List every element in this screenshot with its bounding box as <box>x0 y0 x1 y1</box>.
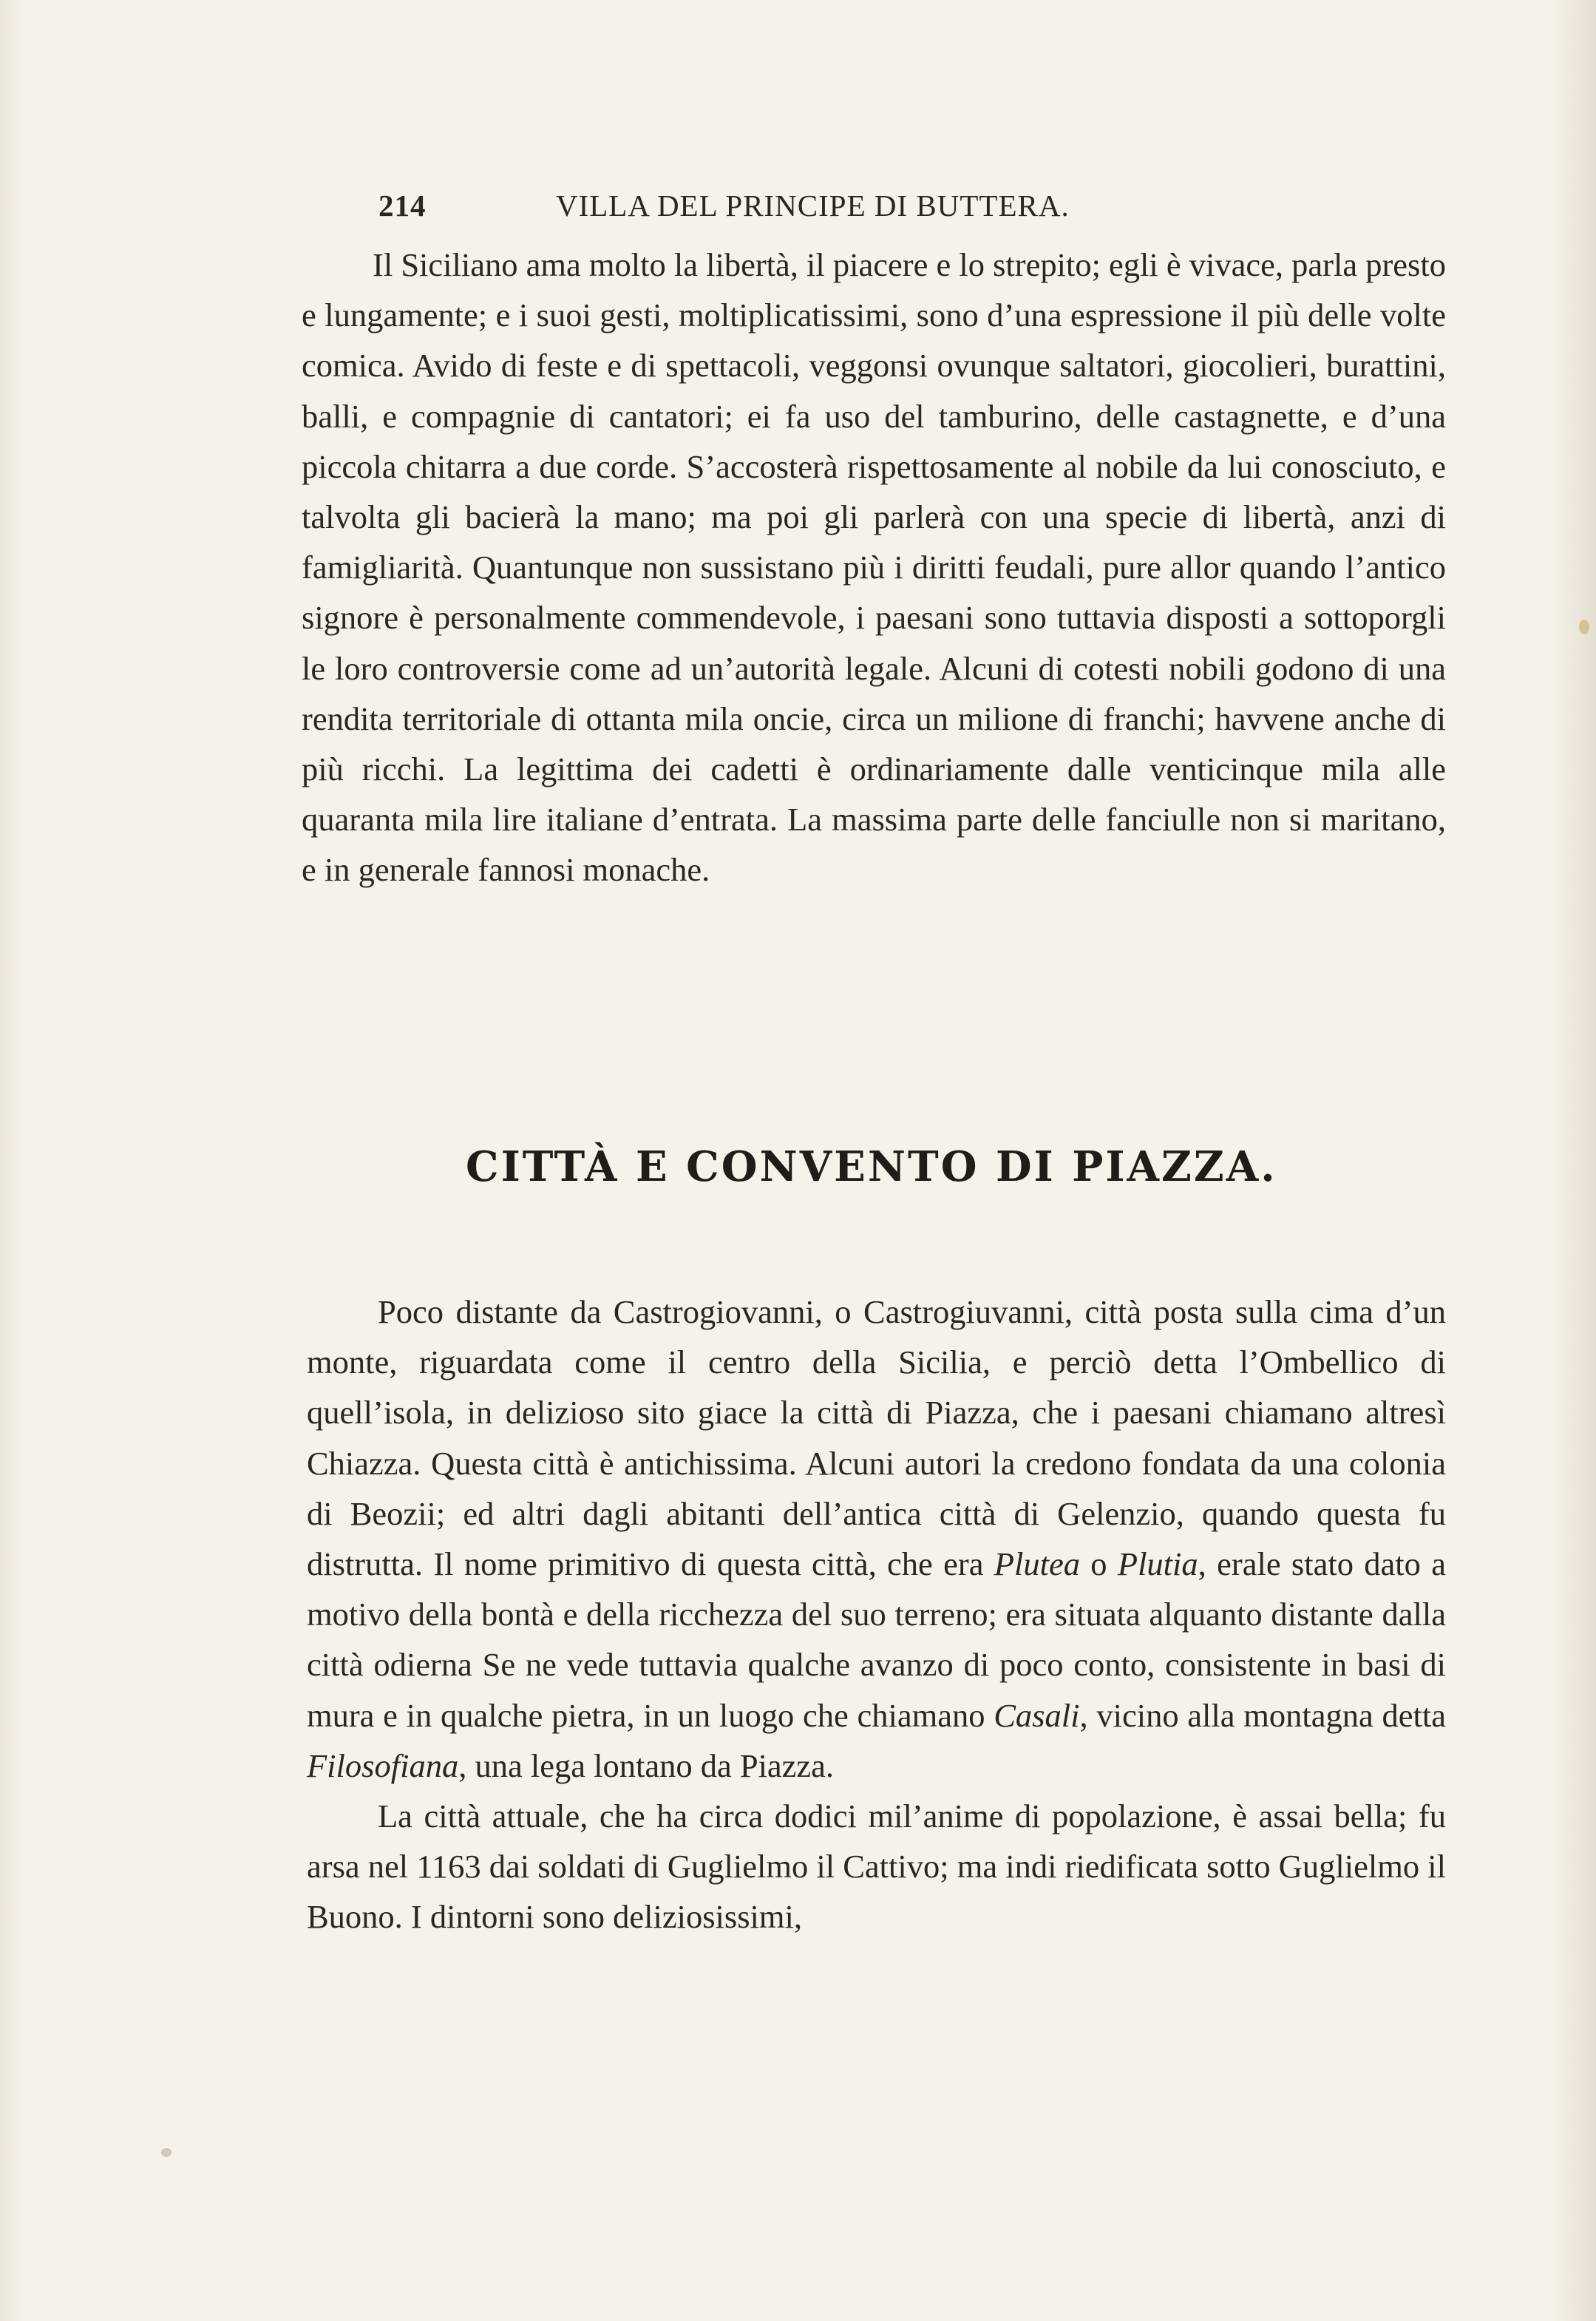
paragraph-citta-attuale: La città attuale, che ha circa dodici mil’anime di popolazione, è assai bella; fu arsa nel 1163 dai soldati di Guglielmo il Cattivo; ma indi riedificata sotto Guglielmo il Buono. I dintorni sono deliziosissimi, <box>307 1797 1446 1936</box>
italic-filosofiana: Filosofiana <box>307 1746 459 1784</box>
italic-plutea: Plutea <box>994 1545 1080 1583</box>
italic-plutia: Plutia <box>1117 1545 1198 1583</box>
page-gutter-shadow <box>0 0 22 2321</box>
paragraph-piazza-text-1: Poco distante da Castrogiovanni, o Castrogiuvanni, città posta sulla cima d’un monte, riguardata come il centro della Sicilia, e perciò detta l’Ombellico di quell’isola, in delizioso sito giace la città di Piazza, che i paesani chiamano altresì Chiazza. Questa città è antichissima. Alcuni autori la credono fondata da una colonia di Beozii; ed altri dagli abitanti dell’antica città di Gelenzio, quando questa fu distrutta. Il nome primitivo di questa città, che era <box>307 1293 1446 1583</box>
paragraph-piazza-text-5: , una lega lontano da Piazza. <box>458 1746 835 1784</box>
body-text-top <box>302 240 1446 895</box>
section-heading: CITTÀ E CONVENTO DI PIAZZA. <box>466 1142 1277 1191</box>
running-head <box>378 188 1446 232</box>
paragraph-piazza <box>307 1287 1446 1791</box>
page-number: 214 <box>378 189 427 223</box>
italic-casali: Casali <box>994 1696 1080 1734</box>
paragraph-piazza-text-3: , erale stato dato a motivo della bontà e della ricchezza del suo terreno; era situata alquanto distante dalla città odierna Se ne vede tuttavia qualche avanzo di poco conto, consistente in basi di mura e in qualche pietra, in un luogo che chiamano <box>307 1545 1446 1734</box>
paragraph-piazza-text-2: o <box>1079 1545 1118 1583</box>
running-head-title: VILLA DEL PRINCIPE DI BUTTERA. <box>556 189 1070 223</box>
paper-stain <box>1579 620 1589 634</box>
paper-stain <box>161 2148 172 2157</box>
section-body <box>307 1287 1446 1942</box>
paragraph-piazza-text-4: , vicino alla montagna detta <box>1079 1696 1446 1734</box>
page-edge-shadow <box>1552 0 1596 2321</box>
paragraph-siciliano: Il Siciliano ama molto la libertà, il piacere e lo strepito; egli è vivace, parla presto e lungamente; e i suoi gesti, moltiplicatissimi, sono d’una espressione il più delle volte comica. Avido di feste e di spettacoli, veggonsi ovunque saltatori, giocolieri, burattini, balli, e compagnie di cantatori; ei fa uso del tamburino, delle castagnette, e d’una piccola chitarra a due corde. S’accosterà rispettosamente al nobile da lui conosciuto, e talvolta gli bacierà la mano; ma poi gli parlerà con una specie di libertà, anzi di famigliarità. Quantunque non sussistano più i diritti feudali, pure allor quando l’antico signore è personalmente commendevole, i paesani sono tuttavia disposti a sottoporgli le loro controversie come ad un’autorità legale. Alcuni di cotesti nobili godono di una rendita territoriale di ottanta mila oncie, circa un milione di franchi; havvene anche di più ricchi. La legittima dei cadetti è ordinariamente dalle venticinque mila alle quaranta mila lire italiane d’entrata. La massima parte delle fanciulle non si maritano, e in generale fannosi monache. <box>302 246 1446 889</box>
